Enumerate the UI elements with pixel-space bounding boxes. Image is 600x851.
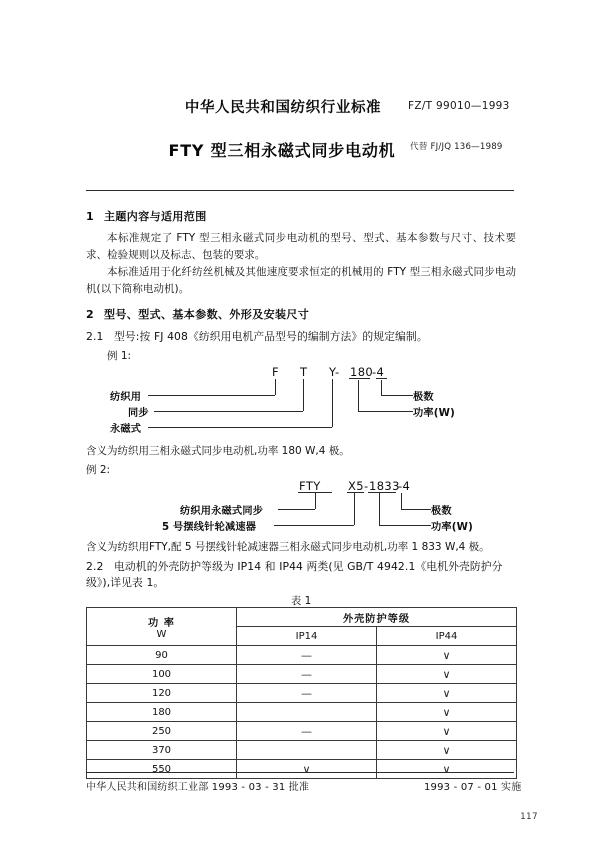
table-1-caption: 表 1	[290, 595, 312, 607]
leader-h-fangzhiyong	[148, 395, 275, 396]
model-code-2-label-gearbox: 5 号摆线针轮减速器	[162, 522, 257, 533]
model-code-1-letter-t: T	[300, 365, 308, 379]
model-code-1-label-permanent-magnet: 永磁式	[110, 424, 142, 435]
model-code-2-power-underline	[368, 492, 396, 493]
leader-v-yongcishi	[332, 379, 333, 427]
table-row	[87, 760, 517, 779]
model-code-1-letter-f: F	[272, 365, 280, 379]
clause-2-2	[86, 559, 516, 591]
protection-degree-table	[86, 607, 517, 779]
cell-power: 180	[87, 703, 237, 722]
cell-ip14	[237, 741, 377, 760]
page-number: 117	[520, 812, 538, 822]
section-1-heading	[86, 208, 516, 224]
table-header-row-1	[87, 608, 517, 627]
cell-power: 90	[87, 646, 237, 665]
example-1-label: 例 1:	[107, 350, 132, 362]
leader2-v-fty	[315, 493, 316, 509]
section-1-paragraph-1: 本标准规定了 FTY 型三相永磁式同步电动机的型号、型式、基本参数与尺寸、技术要求、检验规则以及标志、包装的要求。	[86, 232, 516, 261]
document-title: FTY 型三相永磁式同步电动机	[168, 141, 396, 160]
model-code-1-power-digits: 180	[350, 365, 374, 379]
leader-h-yongcishi	[148, 427, 332, 428]
leader-v-power	[358, 380, 359, 411]
model-code-2-gearbox-code: X5-	[348, 479, 369, 493]
leader2-h-gearbox	[274, 525, 354, 526]
example-2-meaning: 含义为纺织用FTY,配 5 号摆线针轮减速器三相永磁式同步电动机,功率 1 833 W,4 极。	[86, 541, 490, 553]
cell-power: 100	[87, 665, 237, 684]
replaces-standard-note: 代替 FJ/JQ 136—1989	[410, 142, 503, 152]
leader2-v-gearbox	[354, 493, 355, 525]
leader-h-tongbu	[154, 411, 303, 412]
section-1-number: 1	[86, 210, 95, 223]
header-divider-rule	[86, 190, 514, 191]
example-1-meaning: 含义为纺织用三相永磁式同步电动机,功率 180 W,4 极。	[86, 445, 350, 457]
section-2-number: 2	[86, 308, 95, 321]
cell-ip14	[237, 703, 377, 722]
header-power	[87, 608, 237, 646]
header-ip44: IP44	[377, 627, 517, 646]
model-code-1-pole-underline	[376, 378, 387, 379]
footer-approval-note: 中华人民共和国纺织工业部 1993 - 03 - 31 批准	[86, 782, 310, 793]
leader-v-fangzhiyong	[275, 379, 276, 395]
model-code-2-label-power: 功率(W)	[431, 522, 473, 533]
table-row	[87, 741, 517, 760]
cell-ip14: —	[237, 646, 377, 665]
leader-v-poles	[381, 380, 382, 395]
cell-power: 120	[87, 684, 237, 703]
cell-ip14: —	[237, 684, 377, 703]
model-code-diagram-2	[86, 477, 516, 545]
example-2-label: 例 2:	[86, 464, 111, 476]
cell-ip14: —	[237, 665, 377, 684]
clause-2-2-number: 2.2	[86, 560, 104, 573]
model-code-diagram-1	[86, 363, 516, 447]
document-body	[86, 208, 516, 779]
model-code-1-label-power: 功率(W)	[413, 408, 455, 419]
model-code-2-power-digits: 1833	[369, 479, 400, 493]
model-code-1-power-underline	[349, 378, 370, 379]
leader-v-tongbu	[303, 379, 304, 411]
model-code-1-label-synchronous: 同步	[128, 408, 149, 419]
leader2-v-power	[379, 493, 380, 525]
clause-2-2-text: 电动机的外壳防护等级为 IP14 和 IP44 两类(见 GB/T 4942.1《电机外壳防护分级》),详见表 1。	[86, 560, 503, 589]
model-code-2-label-textile-pm-sync: 纺织用永磁式同步	[180, 506, 264, 517]
model-code-2-pole-digits: -4	[398, 479, 411, 493]
leader-h-poles	[381, 395, 413, 396]
cell-ip44: ∨	[377, 646, 517, 665]
clause-2-1-text: 型号:按 FJ 408《纺织用电机产品型号的编制方法》的规定编制。	[114, 330, 428, 343]
cell-ip44: ∨	[377, 703, 517, 722]
leader2-h-power	[379, 525, 431, 526]
cell-ip44: ∨	[377, 665, 517, 684]
table-row	[87, 665, 517, 684]
cell-power: 550	[87, 760, 237, 779]
cell-ip14: ∨	[237, 760, 377, 779]
model-code-1-label-poles: 极数	[413, 392, 434, 403]
cell-ip14: —	[237, 722, 377, 741]
section-1-title: 主题内容与适用范围	[104, 210, 207, 223]
issuing-organization-title: 中华人民共和国纺织行业标准	[184, 100, 382, 116]
cell-power: 250	[87, 722, 237, 741]
cell-ip44: ∨	[377, 684, 517, 703]
table-row	[87, 646, 517, 665]
leader2-h-fty	[278, 509, 315, 510]
cell-power: 370	[87, 741, 237, 760]
leader-h-power	[358, 411, 413, 412]
table-row	[87, 684, 517, 703]
model-code-2-prefix-fty: FTY	[299, 479, 321, 493]
model-code-1-letter-y: Y-	[329, 365, 340, 379]
document-header	[88, 96, 512, 172]
model-code-1-label-textile-use: 纺织用	[110, 392, 142, 403]
clause-2-1-number: 2.1	[86, 330, 104, 343]
model-code-1-pole-digits: -4	[372, 365, 385, 379]
table-1-caption-wrap	[86, 593, 516, 607]
model-code-2-gearbox-underline	[347, 492, 364, 493]
header-power-unit: W	[156, 628, 167, 640]
section-1-paragraph-2: 本标准适用于化纤纺丝机械及其他速度要求恒定的机械用的 FTY 型三相永磁式同步电动机(以下简称电动机)。	[86, 266, 516, 295]
header-ip14: IP14	[237, 627, 377, 646]
standard-number: FZ/T 99010—1993	[408, 100, 510, 112]
footer-effective-note: 1993 - 07 - 01 实施	[424, 782, 522, 793]
section-2-title: 型号、型式、基本参数、外形及安装尺寸	[104, 308, 310, 321]
cell-ip44: ∨	[377, 722, 517, 741]
cell-ip44: ∨	[377, 741, 517, 760]
section-2-heading	[86, 306, 516, 322]
header-protection-group: 外壳防护等级	[237, 608, 517, 627]
footer-divider-rule	[86, 772, 514, 773]
cell-ip44: ∨	[377, 760, 517, 779]
table-row	[87, 722, 517, 741]
leader2-v-poles	[401, 493, 402, 509]
table-row	[87, 703, 517, 722]
header-power-line1: 功 率	[148, 617, 175, 629]
model-code-2-label-poles: 极数	[431, 506, 452, 517]
leader2-h-poles	[401, 509, 431, 510]
table-body	[87, 646, 517, 779]
clause-2-1	[86, 329, 516, 345]
